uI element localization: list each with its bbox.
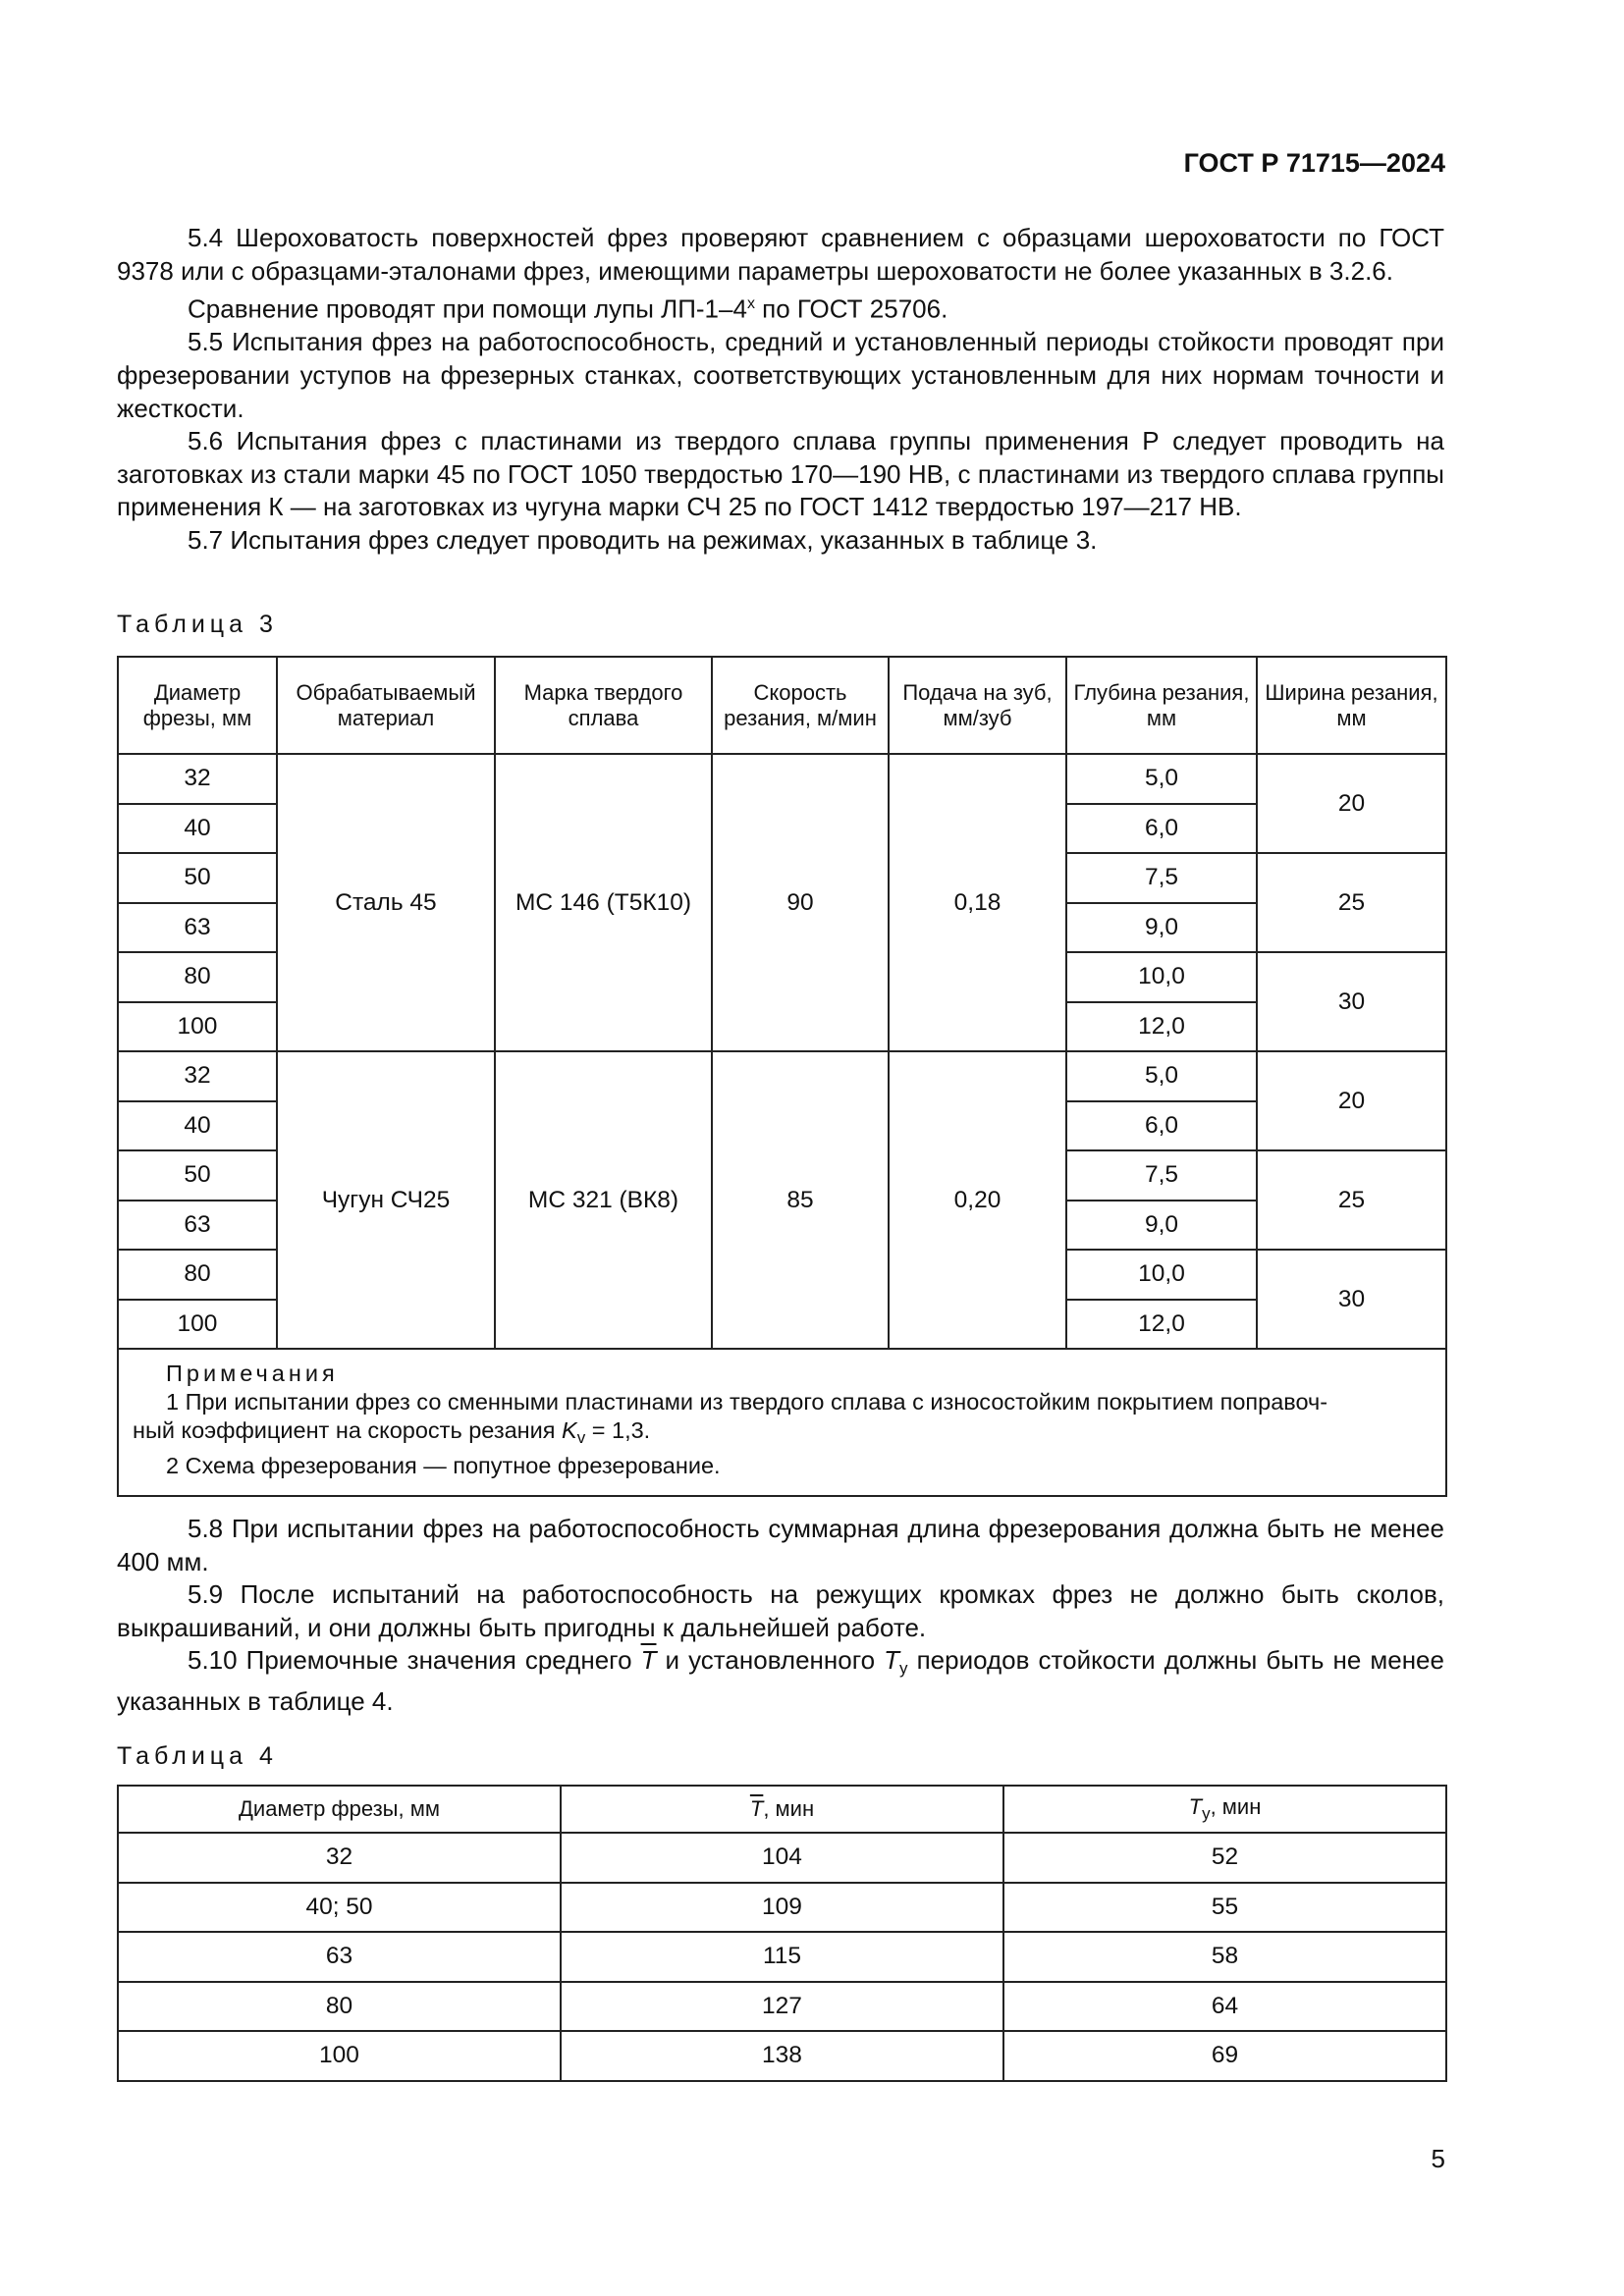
- feed-cell: 0,18: [889, 754, 1066, 1051]
- width-cell: 20: [1257, 1051, 1446, 1150]
- material-cell: Сталь 45: [277, 754, 495, 1051]
- table-3-header-row: [118, 657, 1446, 754]
- set-life-cell: 58: [1003, 1932, 1446, 1982]
- set-life-cell: 64: [1003, 1982, 1446, 2032]
- text-fragment: 5.10 Приемочные значения среднего: [188, 1645, 641, 1676]
- subscript: у: [899, 1659, 908, 1679]
- diameter-cell: 80: [118, 952, 277, 1002]
- paragraph-5-5: 5.5 Испытания фрез на работоспособность, средний и установленный периоды стойкости проводят при фрезеровании уступов на фрезерных станках, соответствующих установленным для них нормам точности и жесткости.: [117, 327, 1444, 423]
- material-cell: Чугун СЧ25: [277, 1051, 495, 1349]
- body-text-top: [117, 222, 1444, 558]
- diameter-cell: 100: [118, 1002, 277, 1052]
- header-speed: Скорость резания, м/мин: [712, 657, 889, 754]
- depth-cell: 6,0: [1066, 1101, 1257, 1151]
- unit-label: , мин: [1210, 1794, 1262, 1819]
- diameter-cell: 63: [118, 1201, 277, 1251]
- text-fragment: Сравнение проводят при помощи лупы ЛП-1–4: [188, 294, 747, 324]
- header-feed: Подача на зуб, мм/зуб: [889, 657, 1066, 754]
- diameter-cell: 63: [118, 1932, 561, 1982]
- depth-cell: 5,0: [1066, 754, 1257, 804]
- paragraph-5-6: 5.6 Испытания фрез с пластинами из твердого сплава группы применения Р следует проводить на заготовках из стали марки 45 по ГОСТ 1050 твердостью 170—190 НВ, с пластинами из твердого сплава группы применения К — на заготовках из чугуна марки СЧ 25 по ГОСТ 1412 твердостью 197—217 НВ.: [117, 426, 1444, 522]
- paragraph-5-9: 5.9 После испытаний на работоспособность на режущих кромках фрез не должно быть сколов, выкрашиваний, и они должны быть пригодны к дальнейшей работе.: [117, 1579, 1444, 1642]
- speed-cell: 85: [712, 1051, 889, 1349]
- depth-cell: 9,0: [1066, 903, 1257, 953]
- width-cell: 30: [1257, 952, 1446, 1051]
- feed-cell: 0,20: [889, 1051, 1066, 1349]
- mean-life-cell: 138: [561, 2031, 1003, 2081]
- width-cell: 30: [1257, 1250, 1446, 1349]
- table-3-caption: Таблица 3: [117, 611, 278, 638]
- document-header: ГОСТ Р 71715—2024: [1183, 148, 1445, 178]
- paragraph-5-4: 5.4 Шероховатость поверхностей фрез проверяют сравнением с образцами шероховатости по ГОСТ 9378 или с образцами-эталонами фрез, имеющими параметры шероховатости не более указанных в 3.2.6.: [117, 223, 1444, 286]
- note-1-line-1: 1 При испытании фрез со сменными пластинами из твердого сплава с износостойким покрытием поправоч-: [166, 1389, 1328, 1415]
- set-life-cell: 52: [1003, 1833, 1446, 1883]
- text-fragment: по ГОСТ 25706.: [754, 294, 948, 324]
- header-diameter: Диаметр фрезы, мм: [118, 1786, 561, 1833]
- width-cell: 25: [1257, 853, 1446, 952]
- alloy-cell: МС 146 (Т5К10): [495, 754, 712, 1051]
- table-row: [118, 1051, 1446, 1101]
- paragraph-5-4-comparison: [117, 288, 1444, 326]
- unit-label: , мин: [763, 1796, 815, 1821]
- symbol-T: T: [1188, 1794, 1203, 1819]
- diameter-cell: 40: [118, 804, 277, 854]
- depth-cell: 9,0: [1066, 1201, 1257, 1251]
- depth-cell: 7,5: [1066, 1150, 1257, 1201]
- header-depth: Глубина резания, мм: [1066, 657, 1257, 754]
- paragraph-5-10: [117, 1644, 1444, 1718]
- table-3-notes: [118, 1349, 1446, 1496]
- paragraph-5-8: 5.8 При испытании фрез на работоспособность суммарная длина фрезерования должна быть не менее 400 мм.: [117, 1514, 1444, 1576]
- diameter-cell: 32: [118, 1833, 561, 1883]
- text-fragment: периодов стойкости должны быть не менее указанных в таблице 4.: [117, 1645, 1444, 1716]
- diameter-cell: 40: [118, 1101, 277, 1151]
- alloy-cell: МС 321 (ВК8): [495, 1051, 712, 1349]
- note-2: 2 Схема фрезерования — попутное фрезерование.: [166, 1453, 721, 1478]
- diameter-cell: 80: [118, 1982, 561, 2032]
- symbol-K: K: [562, 1417, 577, 1443]
- depth-cell: 7,5: [1066, 853, 1257, 903]
- header-mean-life: [561, 1786, 1003, 1833]
- paragraph-5-7: 5.7 Испытания фрез следует проводить на режимах, указанных в таблице 3.: [188, 525, 1098, 555]
- header-set-life: [1003, 1786, 1446, 1833]
- diameter-cell: 50: [118, 853, 277, 903]
- width-cell: 25: [1257, 1150, 1446, 1250]
- table-row: [118, 2031, 1446, 2081]
- depth-cell: 12,0: [1066, 1002, 1257, 1052]
- depth-cell: 12,0: [1066, 1300, 1257, 1350]
- body-text-bottom: [117, 1513, 1444, 1719]
- table-row: [118, 1883, 1446, 1933]
- superscript: х: [746, 295, 755, 313]
- header-alloy: Марка твердого сплава: [495, 657, 712, 754]
- diameter-cell: 32: [118, 1051, 277, 1101]
- mean-life-cell: 109: [561, 1883, 1003, 1933]
- symbol-T-mean: $\overline{T}$: [749, 1796, 764, 1821]
- depth-cell: 10,0: [1066, 1250, 1257, 1300]
- header-width: Ширина резания, мм: [1257, 657, 1446, 754]
- note-1-line-2: [119, 1416, 1445, 1452]
- table-row: [118, 754, 1446, 804]
- set-life-cell: 69: [1003, 2031, 1446, 2081]
- subscript: v: [576, 1428, 586, 1447]
- header-diameter: Диаметр фрезы, мм: [118, 657, 277, 754]
- speed-cell: 90: [712, 754, 889, 1051]
- diameter-cell: 40; 50: [118, 1883, 561, 1933]
- table-3-notes-row: [118, 1349, 1446, 1496]
- diameter-cell: 63: [118, 903, 277, 953]
- text-fragment: = 1,3.: [585, 1417, 651, 1443]
- header-material: Обрабатываемый материал: [277, 657, 495, 754]
- subscript: у: [1202, 1804, 1211, 1823]
- mean-life-cell: 115: [561, 1932, 1003, 1982]
- notes-title: Примечания: [166, 1361, 339, 1386]
- depth-cell: 6,0: [1066, 804, 1257, 854]
- diameter-cell: 50: [118, 1150, 277, 1201]
- width-cell: 20: [1257, 754, 1446, 853]
- text-fragment: и установленного: [656, 1645, 885, 1676]
- table-4-header-row: [118, 1786, 1446, 1833]
- diameter-cell: 80: [118, 1250, 277, 1300]
- diameter-cell: 100: [118, 1300, 277, 1350]
- depth-cell: 5,0: [1066, 1051, 1257, 1101]
- table-3: [117, 656, 1447, 1497]
- table-4: [117, 1785, 1447, 2082]
- mean-life-cell: 127: [561, 1982, 1003, 2032]
- set-life-cell: 55: [1003, 1883, 1446, 1933]
- symbol-T: T: [884, 1645, 900, 1676]
- diameter-cell: 100: [118, 2031, 561, 2081]
- table-row: [118, 1932, 1446, 1982]
- text-fragment: ный коэффициент на скорость резания: [133, 1417, 563, 1443]
- table-4-caption: Таблица 4: [117, 1742, 278, 1770]
- depth-cell: 10,0: [1066, 952, 1257, 1002]
- table-row: [118, 1833, 1446, 1883]
- page-number: 5: [1431, 2144, 1445, 2173]
- symbol-T-mean: $\overline{T}$: [640, 1645, 657, 1676]
- mean-life-cell: 104: [561, 1833, 1003, 1883]
- table-row: [118, 1982, 1446, 2032]
- diameter-cell: 32: [118, 754, 277, 804]
